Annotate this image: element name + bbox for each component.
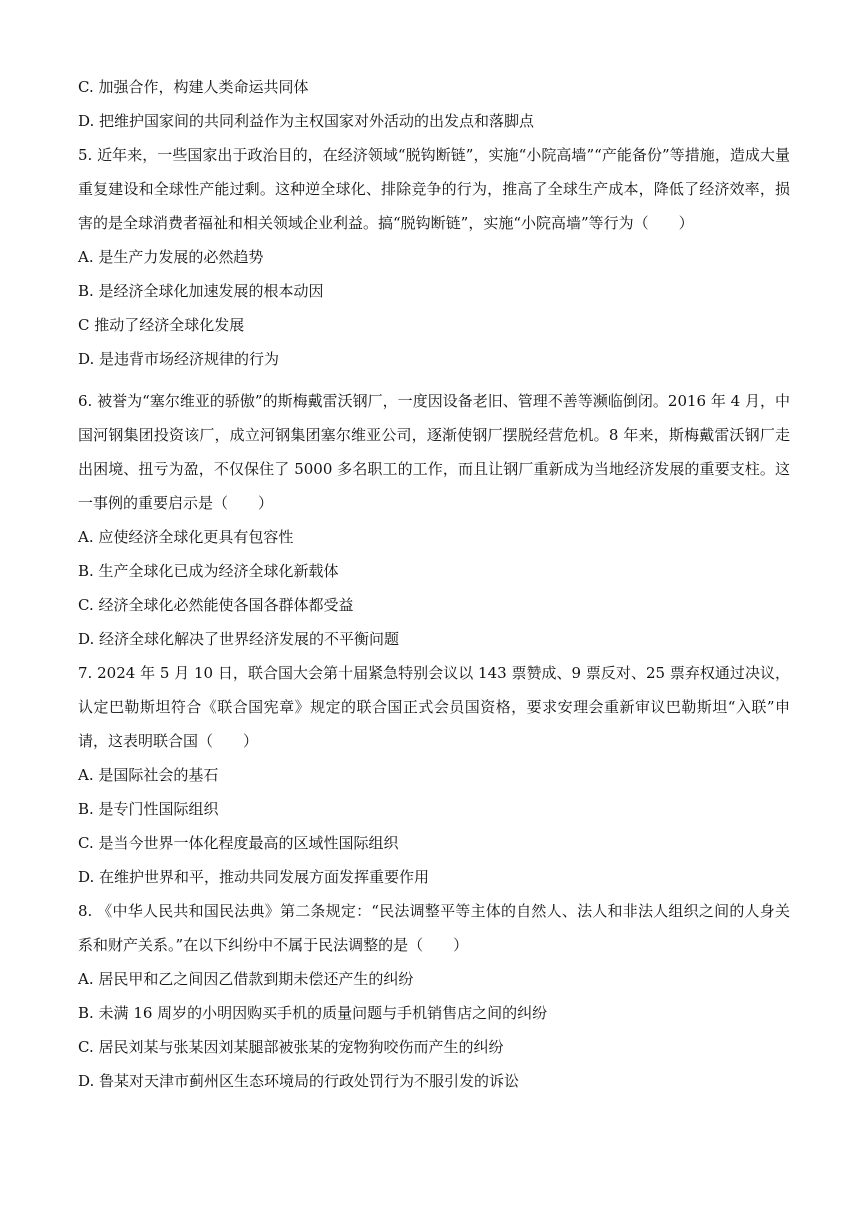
q5-stem: 5. 近年来，一些国家出于政治目的，在经济领域“脱钩断链”，实施“小院高墙”“产能备份”等措施，造成大量重复建设和全球性产能过剩。这种逆全球化、排除竞争的行为，推高了全球生产成本，降低了经济效率，损害的是全球消费者福祉和相关领域企业利益。搞“脱钩断链”，实施“小院高墙”等行为（ ） bbox=[78, 146, 790, 232]
q7-option-d: D. 在维护世界和平，推动共同发展方面发挥重要作用 bbox=[78, 868, 430, 886]
q5-option-b: B. 是经济全球化加速发展的根本动因 bbox=[78, 282, 324, 300]
q8-option-b: B. 未满 16 周岁的小明因购买手机的质量问题与手机销售店之间的纠纷 bbox=[78, 1004, 548, 1022]
q5-option-c: C 推动了经济全球化发展 bbox=[78, 316, 245, 334]
q5-option-a: A. 是生产力发展的必然趋势 bbox=[78, 248, 264, 266]
q6-option-c: C. 经济全球化必然能使各国各群体都受益 bbox=[78, 596, 354, 614]
q4-option-d: D. 把维护国家间的共同利益作为主权国家对外活动的出发点和落脚点 bbox=[78, 112, 535, 130]
q7-option-b: B. 是专门性国际组织 bbox=[78, 800, 219, 818]
q7-stem: 7. 2024 年 5 月 10 日，联合国大会第十届紧急特别会议以 143 票赞成、9 票反对、25 票弃权通过决议，认定巴勒斯坦符合《联合国宪章》规定的联合国正式会员国资格，要求安理会重新审议巴勒斯坦“入联”申请，这表明联合国（ ） bbox=[78, 664, 790, 750]
q6-option-b: B. 生产全球化已成为经济全球化新载体 bbox=[78, 562, 339, 580]
q6-stem: 6. 被誉为“塞尔维亚的骄傲”的斯梅戴雷沃钢厂，一度因设备老旧、管理不善等濒临倒闭。2016 年 4 月，中国河钢集团投资该厂，成立河钢集团塞尔维亚公司，逐渐使钢厂摆脱经营危机。8 年来，斯梅戴雷沃钢厂走出困境、扭亏为盈，不仅保住了 5000 多名职工的工作，而且让钢厂重新成为当地经济发展的重要支柱。这一事例的重要启示是（ ） bbox=[78, 392, 790, 512]
q7-option-c: C. 是当今世界一体化程度最高的区域性国际组织 bbox=[78, 834, 399, 852]
q5-option-d: D. 是违背市场经济规律的行为 bbox=[78, 350, 280, 368]
q4-option-c: C. 加强合作，构建人类命运共同体 bbox=[78, 78, 309, 96]
q7-option-a: A. 是国际社会的基石 bbox=[78, 766, 219, 784]
q8-stem: 8. 《中华人民共和国民法典》第二条规定：“民法调整平等主体的自然人、法人和非法人组织之间的人身关系和财产关系。”在以下纠纷中不属于民法调整的是（ ） bbox=[78, 902, 790, 954]
q8-option-c: C. 居民刘某与张某因刘某腿部被张某的宠物狗咬伤而产生的纠纷 bbox=[78, 1038, 504, 1056]
exam-page bbox=[78, 70, 790, 1098]
q6-option-a: A. 应使经济全球化更具有包容性 bbox=[78, 528, 294, 546]
q8-option-a: A. 居民甲和乙之间因乙借款到期未偿还产生的纠纷 bbox=[78, 970, 414, 988]
q6-option-d: D. 经济全球化解决了世界经济发展的不平衡问题 bbox=[78, 630, 400, 648]
q8-option-d: D. 鲁某对天津市蓟州区生态环境局的行政处罚行为不服引发的诉讼 bbox=[78, 1072, 520, 1090]
